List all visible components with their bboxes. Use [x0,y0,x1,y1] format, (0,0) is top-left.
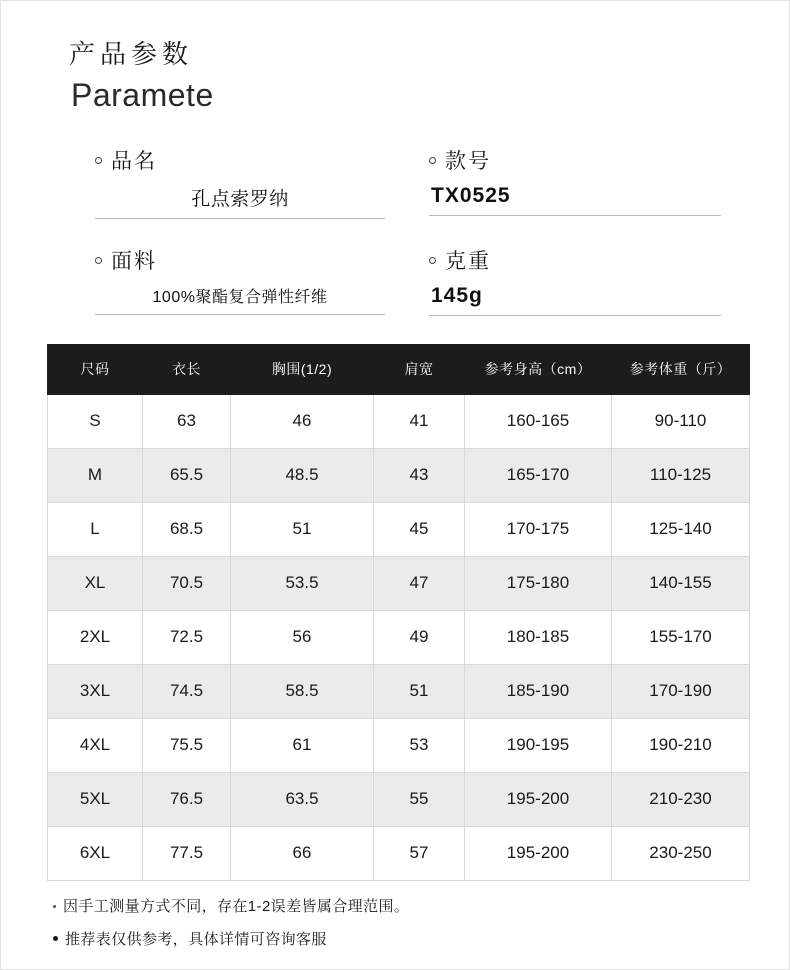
dot-bullet-icon [53,936,58,941]
spec-label-fabric [95,245,415,275]
spec-row-2 [95,245,735,316]
cell-length: 75.5 [143,718,231,772]
size-chart-table [47,344,750,881]
table-row [48,556,750,610]
cell-bust: 58.5 [231,664,374,718]
cell-bust: 66 [231,826,374,880]
table-row [48,718,750,772]
cell-shoulder: 43 [374,448,465,502]
spec-fields [95,145,735,316]
cell-size: 3XL [48,664,143,718]
column-header-shoulder: 肩宽 [374,344,465,394]
footnote-reference [53,928,749,949]
cell-shoulder: 45 [374,502,465,556]
cell-weight: 230-250 [612,826,750,880]
spec-field-product-name [95,145,415,219]
footnotes [53,895,749,949]
cell-height: 160-165 [465,394,612,448]
cell-size: 5XL [48,772,143,826]
circle-bullet-icon [95,257,102,264]
cell-shoulder: 57 [374,826,465,880]
spec-label-product-name [95,145,415,175]
cell-length: 63 [143,394,231,448]
cell-length: 68.5 [143,502,231,556]
cell-length: 77.5 [143,826,231,880]
cell-bust: 46 [231,394,374,448]
cell-size: XL [48,556,143,610]
table-row [48,448,750,502]
cell-bust: 61 [231,718,374,772]
table-row [48,664,750,718]
cell-weight: 155-170 [612,610,750,664]
column-header-length: 衣长 [143,344,231,394]
circle-bullet-icon [429,157,436,164]
content-container [49,27,749,961]
cell-length: 72.5 [143,610,231,664]
spec-label-text: 品名 [111,149,157,173]
column-header-height: 参考身高（cm） [465,344,612,394]
spec-label-style-number [429,145,735,175]
cell-shoulder: 53 [374,718,465,772]
table-row [48,502,750,556]
cell-weight: 170-190 [612,664,750,718]
cell-shoulder: 51 [374,664,465,718]
cell-size: 6XL [48,826,143,880]
cell-weight: 210-230 [612,772,750,826]
cell-shoulder: 41 [374,394,465,448]
cell-size: 4XL [48,718,143,772]
cell-height: 195-200 [465,826,612,880]
column-header-bust: 胸围(1/2) [231,344,374,394]
spec-row-1 [95,145,735,219]
cell-bust: 51 [231,502,374,556]
footnote-text: 推荐表仅供参考，具体详情可咨询客服 [65,930,327,948]
spec-field-fabric [95,245,415,316]
cell-size: 2XL [48,610,143,664]
cell-size: L [48,502,143,556]
cell-length: 76.5 [143,772,231,826]
cell-weight: 140-155 [612,556,750,610]
cell-height: 185-190 [465,664,612,718]
column-header-size: 尺码 [48,344,143,394]
table-row [48,394,750,448]
spec-value-fabric: 100%聚酯复合弹性纤维 [95,284,385,315]
spec-value-style-number: TX0525 [429,184,721,216]
cell-shoulder: 55 [374,772,465,826]
spec-label-text: 克重 [445,249,491,273]
cell-height: 180-185 [465,610,612,664]
cell-shoulder: 47 [374,556,465,610]
circle-bullet-icon [95,157,102,164]
footnote-measurement [53,895,749,916]
cell-bust: 56 [231,610,374,664]
spec-value-weight: 145g [429,284,721,316]
cell-length: 70.5 [143,556,231,610]
cell-bust: 63.5 [231,772,374,826]
cell-weight: 90-110 [612,394,750,448]
spec-label-text: 款号 [445,149,491,173]
cell-height: 195-200 [465,772,612,826]
table-row [48,826,750,880]
cell-height: 165-170 [465,448,612,502]
spec-field-style-number [415,145,735,219]
cell-height: 190-195 [465,718,612,772]
spec-label-text: 面料 [111,249,157,273]
dot-bullet-icon [53,905,56,908]
cell-bust: 48.5 [231,448,374,502]
cell-height: 170-175 [465,502,612,556]
table-body [48,394,750,880]
column-header-weight: 参考体重（斤） [612,344,750,394]
cell-weight: 110-125 [612,448,750,502]
cell-height: 175-180 [465,556,612,610]
page-title-cn: 产品参数 [69,39,194,69]
cell-size: S [48,394,143,448]
table-row [48,610,750,664]
page-title-en: Paramete [71,77,214,114]
circle-bullet-icon [429,257,436,264]
cell-length: 74.5 [143,664,231,718]
spec-label-weight [429,245,735,275]
footnote-text: 因手工测量方式不同，存在1-2误差皆属合理范围。 [63,897,410,915]
cell-length: 65.5 [143,448,231,502]
cell-size: M [48,448,143,502]
cell-weight: 190-210 [612,718,750,772]
spec-value-product-name: 孔点索罗纳 [95,184,385,219]
cell-shoulder: 49 [374,610,465,664]
cell-bust: 53.5 [231,556,374,610]
spec-field-weight [415,245,735,316]
cell-weight: 125-140 [612,502,750,556]
table-header-row [48,344,750,394]
table-row [48,772,750,826]
